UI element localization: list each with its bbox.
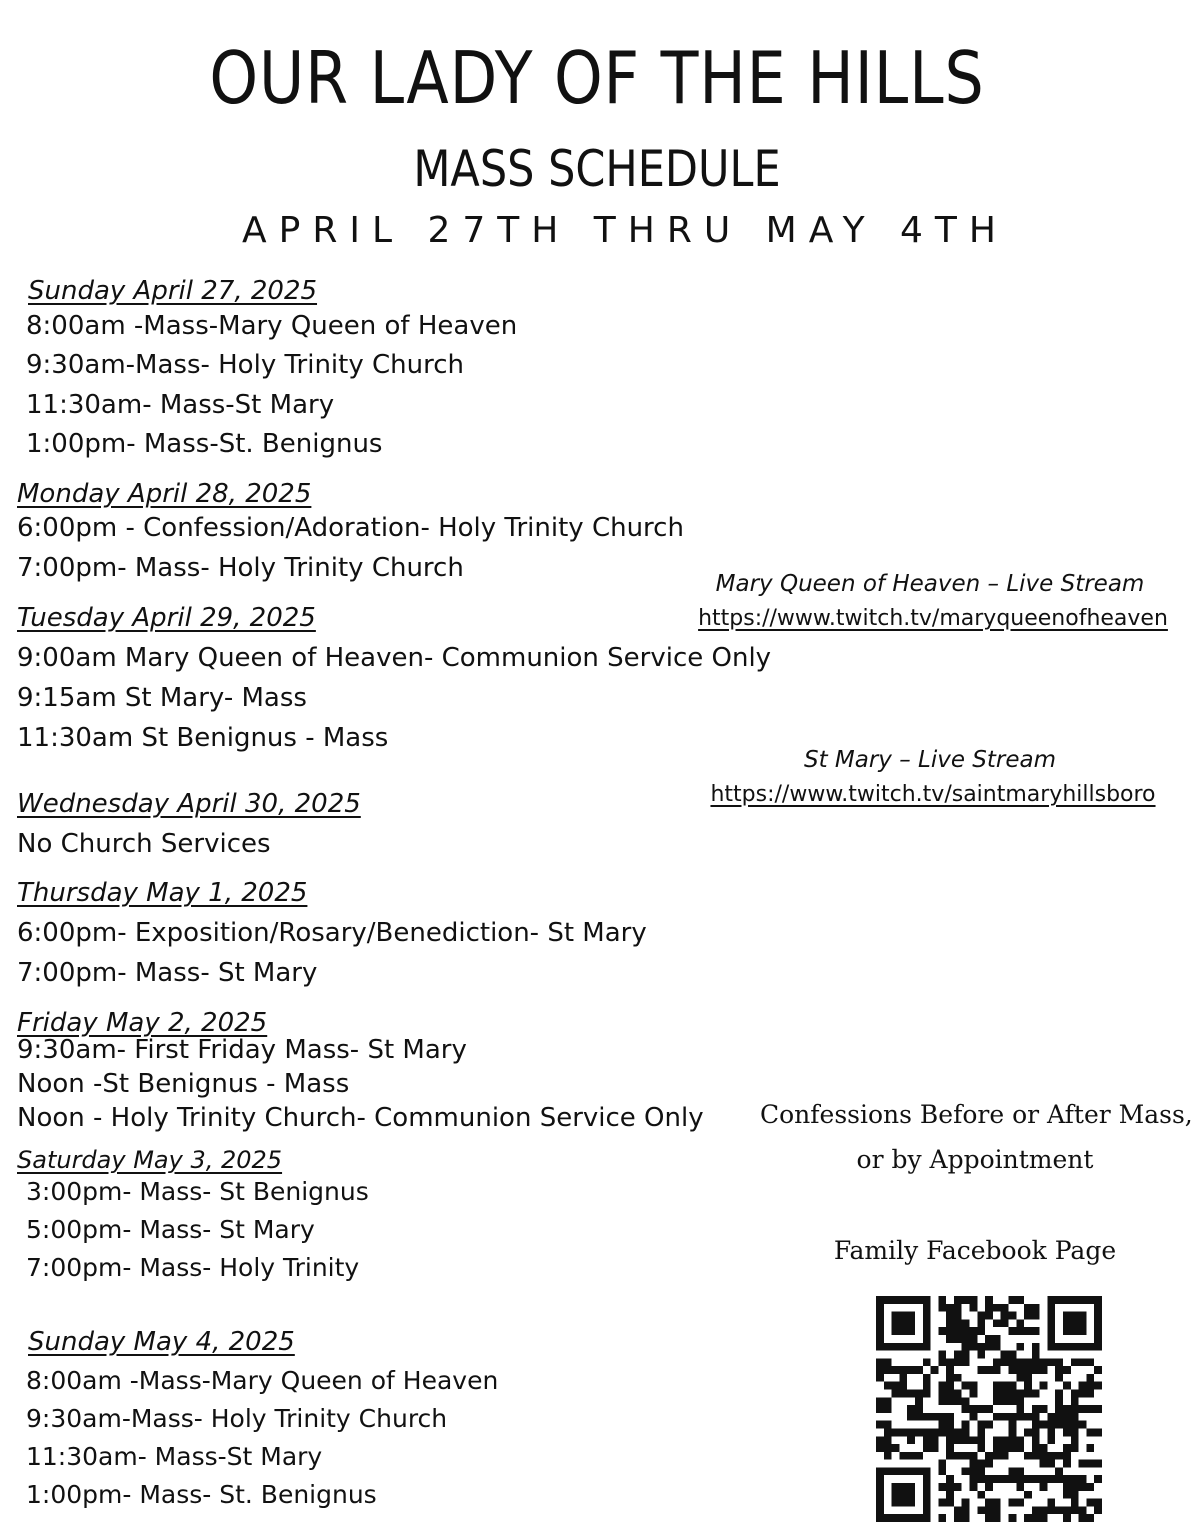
schedule-line: 8:00am -Mass-Mary Queen of Heaven [26, 311, 518, 341]
day-heading-thursday: Thursday May 1, 2025 [17, 878, 308, 908]
day-heading-saturday: Saturday May 3, 2025 [17, 1146, 283, 1174]
schedule-line: 7:00pm- Mass- Holy Trinity [26, 1253, 360, 1282]
schedule-line: 11:30am St Benignus - Mass [17, 723, 389, 753]
page-title: OUR LADY OF THE HILLS [209, 36, 985, 120]
schedule-line: 9:30am-Mass- Holy Trinity Church [26, 350, 464, 380]
schedule-line: 5:00pm- Mass- St Mary [26, 1215, 315, 1244]
day-heading-tuesday: Tuesday April 29, 2025 [17, 603, 316, 633]
live-stream-link[interactable]: https://www.twitch.tv/maryqueenofheaven [698, 606, 1168, 631]
live-stream-link[interactable]: https://www.twitch.tv/saintmaryhillsboro [710, 782, 1156, 807]
live-stream-label: St Mary – Live Stream [803, 747, 1057, 773]
schedule-line: 6:00pm - Confession/Adoration- Holy Trinity Church [17, 513, 684, 543]
schedule-line: 7:00pm- Mass- St Mary [17, 958, 318, 988]
page-subtitle: MASS SCHEDULE [413, 140, 781, 198]
qr-code-icon[interactable] [876, 1296, 1102, 1522]
schedule-line: 1:00pm- Mass-St. Benignus [26, 429, 383, 459]
date-range: APRIL 27TH THRU MAY 4TH [242, 210, 1008, 251]
schedule-line: 9:00am Mary Queen of Heaven- Communion Service Only [17, 643, 772, 673]
day-heading-wednesday: Wednesday April 30, 2025 [17, 789, 361, 819]
schedule-line: 11:30am- Mass-St Mary [26, 1442, 323, 1471]
schedule-line: 6:00pm- Exposition/Rosary/Benediction- St Mary [17, 918, 647, 948]
schedule-line: 9:15am St Mary- Mass [17, 683, 307, 713]
schedule-line: 3:00pm- Mass- St Benignus [26, 1177, 369, 1206]
schedule-line: 9:30am-Mass- Holy Trinity Church [26, 1404, 448, 1433]
schedule-line: 9:30am- First Friday Mass- St Mary [17, 1035, 467, 1065]
schedule-line: 8:00am -Mass-Mary Queen of Heaven [26, 1366, 499, 1395]
facebook-page-label: Family Facebook Page [833, 1236, 1117, 1265]
confessions-note: Confessions Before or After Mass, [760, 1100, 1193, 1129]
day-heading-friday: Friday May 2, 2025 [17, 1008, 268, 1038]
day-heading-monday: Monday April 28, 2025 [17, 479, 312, 509]
schedule-line: No Church Services [17, 829, 271, 859]
schedule-line: Noon -St Benignus - Mass [17, 1069, 350, 1099]
schedule-line: 11:30am- Mass-St Mary [26, 390, 335, 420]
schedule-line: Noon - Holy Trinity Church- Communion Service Only [17, 1103, 704, 1133]
schedule-line: 7:00pm- Mass- Holy Trinity Church [17, 553, 464, 583]
day-heading-sunday-may-4: Sunday May 4, 2025 [28, 1327, 295, 1357]
schedule-line: 1:00pm- Mass- St. Benignus [26, 1480, 377, 1509]
confessions-note: or by Appointment [856, 1145, 1094, 1174]
live-stream-label: Mary Queen of Heaven – Live Stream [715, 571, 1145, 597]
day-heading-sunday-april-27: Sunday April 27, 2025 [28, 276, 318, 306]
